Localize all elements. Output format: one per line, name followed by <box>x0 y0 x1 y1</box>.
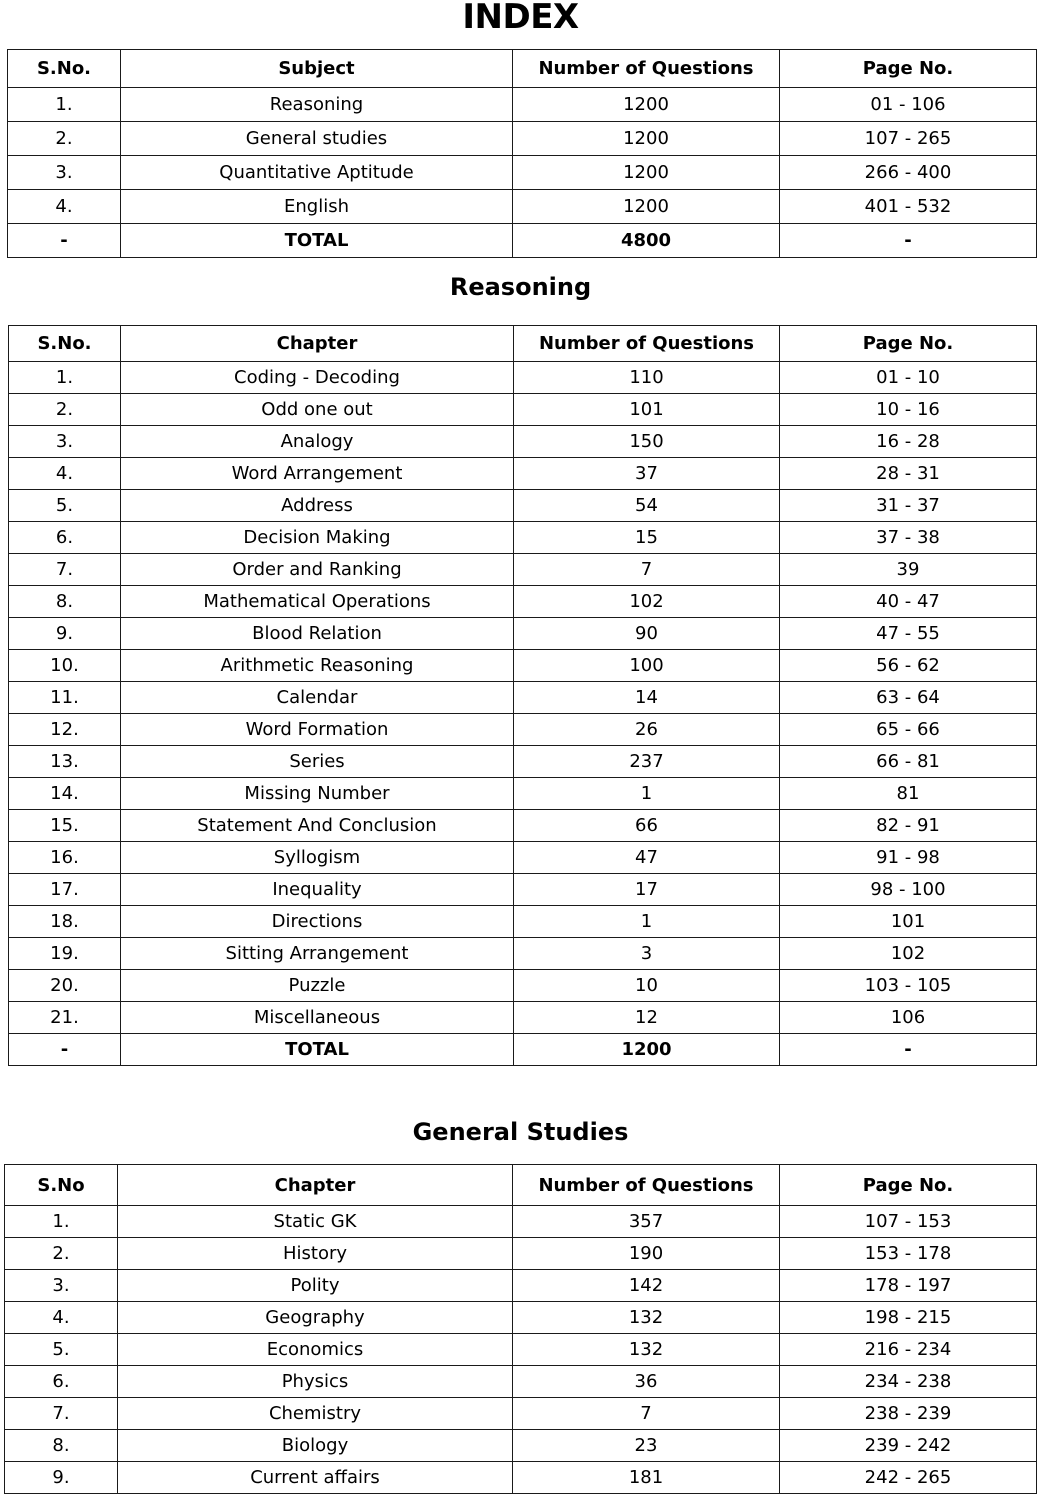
cell-question-count: 10 <box>514 970 780 1002</box>
cell-sno: 4. <box>9 458 121 490</box>
cell-question-count: 101 <box>514 394 780 426</box>
cell-name: Decision Making <box>121 522 514 554</box>
total-cell-page-range: - <box>780 224 1037 258</box>
cell-page-range: 28 - 31 <box>780 458 1037 490</box>
table-row <box>9 874 1037 906</box>
table-header-row <box>9 326 1037 362</box>
cell-sno: 9. <box>9 618 121 650</box>
cell-sno: 14. <box>9 778 121 810</box>
total-cell-question-count: 1200 <box>514 1034 780 1066</box>
cell-page-range: 66 - 81 <box>780 746 1037 778</box>
total-row <box>9 1034 1037 1066</box>
table-row <box>9 746 1037 778</box>
cell-question-count: 237 <box>514 746 780 778</box>
cell-sno: 7. <box>9 554 121 586</box>
cell-page-range: 01 - 106 <box>780 88 1037 122</box>
cell-page-range: 234 - 238 <box>780 1366 1037 1398</box>
cell-sno: 15. <box>9 810 121 842</box>
table-row <box>5 1270 1037 1302</box>
cell-page-range: 107 - 265 <box>780 122 1037 156</box>
cell-question-count: 357 <box>513 1206 780 1238</box>
cell-question-count: 7 <box>514 554 780 586</box>
cell-question-count: 132 <box>513 1334 780 1366</box>
cell-name: Puzzle <box>121 970 514 1002</box>
total-cell-name: TOTAL <box>121 224 513 258</box>
cell-sno: 1. <box>5 1206 118 1238</box>
cell-page-range: 82 - 91 <box>780 810 1037 842</box>
section-title-reasoning: Reasoning <box>449 273 592 301</box>
table-row <box>9 618 1037 650</box>
cell-question-count: 66 <box>514 810 780 842</box>
cell-name: Odd one out <box>121 394 514 426</box>
total-cell-sno: - <box>8 224 121 258</box>
column-header-sno: S.No. <box>8 50 121 88</box>
cell-name: Biology <box>118 1430 513 1462</box>
cell-question-count: 37 <box>514 458 780 490</box>
cell-name: Geography <box>118 1302 513 1334</box>
cell-name: Missing Number <box>121 778 514 810</box>
cell-question-count: 150 <box>514 426 780 458</box>
index-table <box>7 49 1037 258</box>
cell-name: Reasoning <box>121 88 513 122</box>
cell-page-range: 103 - 105 <box>780 970 1037 1002</box>
table-row <box>9 522 1037 554</box>
cell-sno: 13. <box>9 746 121 778</box>
cell-question-count: 100 <box>514 650 780 682</box>
cell-name: Economics <box>118 1334 513 1366</box>
cell-page-range: 37 - 38 <box>780 522 1037 554</box>
cell-name: Analogy <box>121 426 514 458</box>
cell-question-count: 7 <box>513 1398 780 1430</box>
cell-sno: 2. <box>9 394 121 426</box>
cell-sno: 3. <box>5 1270 118 1302</box>
cell-name: Quantitative Aptitude <box>121 156 513 190</box>
cell-page-range: 101 <box>780 906 1037 938</box>
cell-sno: 6. <box>9 522 121 554</box>
cell-name: Chemistry <box>118 1398 513 1430</box>
cell-page-range: 01 - 10 <box>780 362 1037 394</box>
cell-name: Word Arrangement <box>121 458 514 490</box>
cell-sno: 3. <box>8 156 121 190</box>
column-header-page: Page No. <box>780 1165 1037 1206</box>
cell-sno: 19. <box>9 938 121 970</box>
cell-page-range: 39 <box>780 554 1037 586</box>
column-header-questions: Number of Questions <box>513 1165 780 1206</box>
table-row <box>8 88 1037 122</box>
cell-page-range: 216 - 234 <box>780 1334 1037 1366</box>
cell-question-count: 3 <box>514 938 780 970</box>
cell-page-range: 98 - 100 <box>780 874 1037 906</box>
table-row <box>9 458 1037 490</box>
cell-page-range: 178 - 197 <box>780 1270 1037 1302</box>
table-row <box>9 1002 1037 1034</box>
cell-name: Sitting Arrangement <box>121 938 514 970</box>
cell-question-count: 15 <box>514 522 780 554</box>
cell-name: Current affairs <box>118 1462 513 1494</box>
table-row <box>9 554 1037 586</box>
cell-question-count: 90 <box>514 618 780 650</box>
cell-question-count: 36 <box>513 1366 780 1398</box>
cell-question-count: 190 <box>513 1238 780 1270</box>
column-header-questions: Number of Questions <box>513 50 780 88</box>
cell-question-count: 12 <box>514 1002 780 1034</box>
cell-sno: 2. <box>8 122 121 156</box>
table-row <box>9 938 1037 970</box>
cell-name: Syllogism <box>121 842 514 874</box>
cell-name: Physics <box>118 1366 513 1398</box>
cell-name: Word Formation <box>121 714 514 746</box>
cell-question-count: 1 <box>514 778 780 810</box>
table-row <box>9 650 1037 682</box>
cell-page-range: 31 - 37 <box>780 490 1037 522</box>
cell-question-count: 110 <box>514 362 780 394</box>
table-header-row <box>8 50 1037 88</box>
cell-sno: 16. <box>9 842 121 874</box>
cell-question-count: 17 <box>514 874 780 906</box>
table-row <box>5 1398 1037 1430</box>
general-studies-table <box>4 1164 1037 1494</box>
cell-question-count: 181 <box>513 1462 780 1494</box>
cell-page-range: 10 - 16 <box>780 394 1037 426</box>
cell-question-count: 26 <box>514 714 780 746</box>
cell-name: English <box>121 190 513 224</box>
cell-name: Inequality <box>121 874 514 906</box>
cell-page-range: 242 - 265 <box>780 1462 1037 1494</box>
table-row <box>5 1462 1037 1494</box>
table-row <box>9 682 1037 714</box>
cell-question-count: 1200 <box>513 122 780 156</box>
section-title-general-studies: General Studies <box>412 1118 629 1146</box>
table-row <box>5 1302 1037 1334</box>
cell-question-count: 142 <box>513 1270 780 1302</box>
cell-question-count: 14 <box>514 682 780 714</box>
cell-sno: 11. <box>9 682 121 714</box>
page-title: INDEX <box>462 0 579 37</box>
cell-sno: 5. <box>9 490 121 522</box>
table-row <box>8 156 1037 190</box>
cell-name: General studies <box>121 122 513 156</box>
cell-sno: 20. <box>9 970 121 1002</box>
table-row <box>5 1334 1037 1366</box>
table-row <box>5 1238 1037 1270</box>
cell-name: Polity <box>118 1270 513 1302</box>
cell-name: Series <box>121 746 514 778</box>
cell-page-range: 65 - 66 <box>780 714 1037 746</box>
cell-sno: 8. <box>5 1430 118 1462</box>
cell-page-range: 40 - 47 <box>780 586 1037 618</box>
cell-sno: 12. <box>9 714 121 746</box>
table-row <box>9 426 1037 458</box>
cell-name: Calendar <box>121 682 514 714</box>
cell-sno: 6. <box>5 1366 118 1398</box>
cell-page-range: 81 <box>780 778 1037 810</box>
cell-sno: 9. <box>5 1462 118 1494</box>
cell-name: Static GK <box>118 1206 513 1238</box>
cell-question-count: 132 <box>513 1302 780 1334</box>
column-header-page: Page No. <box>780 326 1037 362</box>
cell-page-range: 266 - 400 <box>780 156 1037 190</box>
cell-sno: 3. <box>9 426 121 458</box>
cell-question-count: 1 <box>514 906 780 938</box>
cell-question-count: 1200 <box>513 190 780 224</box>
cell-page-range: 238 - 239 <box>780 1398 1037 1430</box>
table-row <box>9 490 1037 522</box>
column-header-sno: S.No. <box>9 326 121 362</box>
total-row <box>8 224 1037 258</box>
column-header-questions: Number of Questions <box>514 326 780 362</box>
table-row <box>9 810 1037 842</box>
column-header-subject: Subject <box>121 50 513 88</box>
cell-page-range: 102 <box>780 938 1037 970</box>
table-row <box>9 842 1037 874</box>
cell-name: History <box>118 1238 513 1270</box>
cell-question-count: 1200 <box>513 156 780 190</box>
total-cell-sno: - <box>9 1034 121 1066</box>
total-cell-page-range: - <box>780 1034 1037 1066</box>
cell-question-count: 23 <box>513 1430 780 1462</box>
table-row <box>9 714 1037 746</box>
table-row <box>9 362 1037 394</box>
cell-name: Order and Ranking <box>121 554 514 586</box>
table-header-row <box>5 1165 1037 1206</box>
cell-sno: 8. <box>9 586 121 618</box>
cell-sno: 18. <box>9 906 121 938</box>
cell-sno: 17. <box>9 874 121 906</box>
cell-question-count: 1200 <box>513 88 780 122</box>
cell-page-range: 401 - 532 <box>780 190 1037 224</box>
table-row <box>9 778 1037 810</box>
cell-name: Blood Relation <box>121 618 514 650</box>
table-row <box>5 1430 1037 1462</box>
reasoning-table <box>8 325 1037 1066</box>
cell-page-range: 47 - 55 <box>780 618 1037 650</box>
cell-name: Coding - Decoding <box>121 362 514 394</box>
cell-sno: 21. <box>9 1002 121 1034</box>
column-header-page: Page No. <box>780 50 1037 88</box>
cell-page-range: 107 - 153 <box>780 1206 1037 1238</box>
cell-page-range: 153 - 178 <box>780 1238 1037 1270</box>
cell-sno: 4. <box>5 1302 118 1334</box>
table-row <box>5 1366 1037 1398</box>
cell-name: Arithmetic Reasoning <box>121 650 514 682</box>
table-row <box>8 190 1037 224</box>
cell-page-range: 63 - 64 <box>780 682 1037 714</box>
cell-question-count: 47 <box>514 842 780 874</box>
cell-sno: 5. <box>5 1334 118 1366</box>
cell-name: Miscellaneous <box>121 1002 514 1034</box>
cell-page-range: 239 - 242 <box>780 1430 1037 1462</box>
cell-question-count: 102 <box>514 586 780 618</box>
cell-sno: 7. <box>5 1398 118 1430</box>
column-header-chapter: Chapter <box>118 1165 513 1206</box>
column-header-sno: S.No <box>5 1165 118 1206</box>
cell-sno: 4. <box>8 190 121 224</box>
cell-page-range: 56 - 62 <box>780 650 1037 682</box>
cell-page-range: 91 - 98 <box>780 842 1037 874</box>
cell-sno: 1. <box>8 88 121 122</box>
cell-name: Address <box>121 490 514 522</box>
total-cell-name: TOTAL <box>121 1034 514 1066</box>
table-row <box>5 1206 1037 1238</box>
cell-question-count: 54 <box>514 490 780 522</box>
cell-name: Statement And Conclusion <box>121 810 514 842</box>
cell-page-range: 106 <box>780 1002 1037 1034</box>
table-row <box>9 586 1037 618</box>
cell-sno: 2. <box>5 1238 118 1270</box>
total-cell-question-count: 4800 <box>513 224 780 258</box>
cell-sno: 10. <box>9 650 121 682</box>
cell-name: Directions <box>121 906 514 938</box>
table-row <box>9 906 1037 938</box>
cell-page-range: 198 - 215 <box>780 1302 1037 1334</box>
cell-sno: 1. <box>9 362 121 394</box>
column-header-chapter: Chapter <box>121 326 514 362</box>
cell-page-range: 16 - 28 <box>780 426 1037 458</box>
table-row <box>9 394 1037 426</box>
table-row <box>8 122 1037 156</box>
table-row <box>9 970 1037 1002</box>
cell-name: Mathematical Operations <box>121 586 514 618</box>
